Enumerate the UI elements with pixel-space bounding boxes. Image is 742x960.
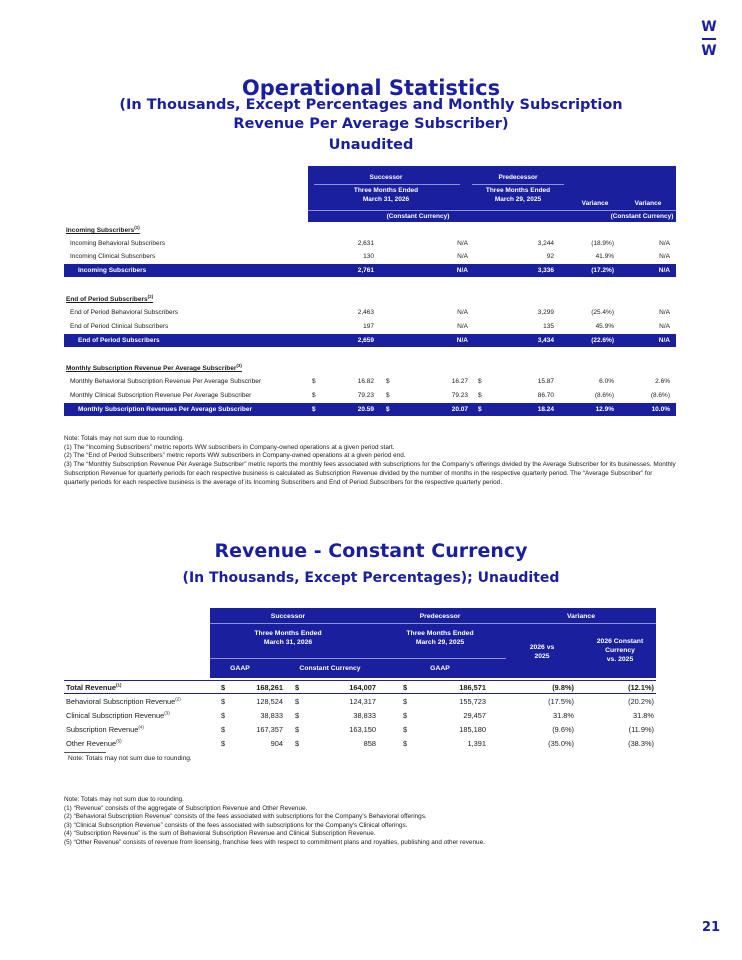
row-label: Clinical Subscription Revenue$^{(3)}$: [66, 710, 170, 720]
cell-variance-cc: N/A: [658, 337, 670, 344]
rev-row-total: [64, 680, 656, 694]
cell-predecessor-gaap: 155,723: [459, 697, 486, 706]
row-label: Monthly Behavioral Subscription Revenue Per Average Subscriber: [70, 378, 262, 385]
cell-successor: 20.59: [357, 406, 374, 413]
rev-title: Revenue - Constant Currency: [214, 540, 528, 562]
cell-variance-cc: N/A: [659, 309, 670, 316]
cell-constant-currency: 79.23: [451, 392, 468, 399]
cell-variance-cc: (20.2%): [628, 697, 654, 706]
row-label: Behavioral Subscription Revenue$^{(2)}$: [66, 696, 181, 706]
rev-head-cc-vs: 2026 Constant Currency vs. 2025: [596, 638, 644, 663]
rev-head-rule-2: [210, 658, 506, 659]
cell-variance: 41.9%: [595, 253, 614, 260]
op-section-msr: [64, 362, 676, 375]
note-line: (5) “Other Revenue” consists of revenue from licensing, franchise fees with respect to commitment plans and royalties, publishing and other revenue.: [64, 838, 485, 846]
cell-gaap: 904: [270, 739, 283, 748]
cell-successor: 2,631: [357, 240, 374, 247]
cell-constant-currency: N/A: [457, 323, 468, 330]
cell-gaap: 168,261: [256, 683, 283, 692]
cell-variance: (22.6%): [591, 337, 614, 344]
op-notes: [64, 435, 676, 487]
cell-predecessor-gaap: 186,571: [459, 683, 486, 692]
rev-row-clinical: [64, 709, 656, 723]
rev-subtitle: (In Thousands, Except Percentages); Unaudited: [182, 570, 560, 586]
cell-constant-currency: N/A: [457, 253, 468, 260]
op-subtitle-unaudited: Unaudited: [328, 137, 414, 153]
dollar-sign: $: [295, 725, 300, 734]
op-row-eop-behavioral: [64, 306, 676, 319]
note-line: Note: Totals may not sum due to rounding.: [64, 435, 184, 442]
dollar-sign: $: [478, 392, 482, 399]
cell-gaap: 38,833: [260, 711, 283, 720]
rev-row-other: [64, 737, 656, 751]
cell-variance-cc: N/A: [659, 240, 670, 247]
op-head-rule-3: [308, 210, 676, 211]
dollar-sign: $: [312, 378, 316, 385]
cell-predecessor-gaap: 185,180: [459, 725, 486, 734]
op-section-incoming: [64, 224, 676, 237]
dollar-sign: $: [312, 406, 316, 413]
cell-constant-currency: 164,007: [349, 683, 376, 692]
rev-table-header: [210, 608, 656, 678]
dollar-sign: $: [312, 392, 316, 399]
rev-row-subscription: [64, 723, 656, 737]
cell-variance-cc: 10.0%: [651, 406, 670, 413]
rev-head-pred-period: Three Months Ended March 29, 2025: [406, 630, 474, 646]
cell-successor: 79.23: [357, 392, 374, 399]
logo-letter-top: W: [701, 19, 717, 35]
cell-variance-cc: N/A: [658, 267, 670, 274]
rev-head-vs: 2026 vs 2025: [529, 644, 555, 660]
row-label: End of Period Behavioral Subscribers: [70, 309, 179, 316]
op-head-rule-2: [472, 184, 564, 185]
cell-variance-cc: 2.6%: [655, 378, 670, 385]
op-subtitle: (In Thousands, Except Percentages and Monthly Subscription Revenue Per Average Subscriber): [119, 97, 623, 132]
cell-variance: (9.8%): [552, 683, 574, 692]
section-label: End of Period Subscribers$^{(2)}$: [66, 293, 154, 303]
rev-notes: [64, 796, 676, 848]
row-label: Total Revenue$^{(1)}$: [66, 682, 122, 692]
cell-variance: (25.4%): [591, 309, 614, 316]
cell-successor: 197: [363, 323, 374, 330]
dollar-sign: $: [295, 711, 300, 720]
dollar-sign: $: [221, 725, 226, 734]
cell-variance: (9.6%): [552, 725, 574, 734]
cell-variance: (17.5%): [548, 697, 574, 706]
row-label: End of Period Clinical Subscribers: [70, 323, 169, 330]
rev-note-divider: [64, 752, 106, 753]
row-label: Monthly Subscription Revenues Per Average Subscriber: [78, 406, 252, 413]
cell-variance: (8.6%): [594, 392, 614, 399]
section-label: Monthly Subscription Revenue Per Average Subscriber$^{(3)}$: [66, 362, 242, 372]
op-head-cc: (Constant Currency): [386, 213, 450, 220]
note-line: (3) “Clinical Subscription Revenue” consists of the fees associated with subscriptions for the Company's Clinical offerings.: [64, 821, 408, 829]
cell-constant-currency: N/A: [456, 267, 468, 274]
row-label: End of Period Subscribers: [78, 337, 160, 344]
cell-predecessor-gaap: 29,457: [463, 711, 486, 720]
op-head-variance-cc: Variance: [634, 200, 662, 207]
dollar-sign: $: [403, 725, 408, 734]
op-row-incoming-behavioral: [64, 237, 676, 250]
op-head-cc2: (Constant Currency): [610, 213, 674, 220]
cell-successor: 2,761: [357, 267, 374, 274]
row-label: Monthly Clinical Subscription Revenue Per Average Subscriber: [70, 392, 252, 399]
cell-constant-currency: 858: [363, 739, 376, 748]
dollar-sign: $: [403, 683, 408, 692]
dollar-sign: $: [295, 697, 300, 706]
cell-successor: 2,659: [357, 337, 374, 344]
cell-predecessor: 3,299: [537, 309, 554, 316]
dollar-sign: $: [478, 378, 482, 385]
dollar-sign: $: [386, 392, 390, 399]
note-line: (2) “Behavioral Subscription Revenue” consists of the fees associated with subscriptions for the Company's Behavioral offerings.: [64, 813, 427, 821]
note-line: (4) “Subscription Revenue” is the sum of Behavioral Subscription Revenue and Clinical Subscription Revenue.: [64, 830, 376, 838]
cell-predecessor: 3,244: [537, 240, 554, 247]
dollar-sign: $: [386, 406, 390, 413]
cell-predecessor: 15.87: [537, 378, 554, 385]
dollar-sign: $: [221, 739, 226, 748]
cell-constant-currency: N/A: [457, 240, 468, 247]
cell-gaap: 128,524: [256, 697, 283, 706]
cell-variance: (35.0%): [548, 739, 574, 748]
note-line: (1) The “Incoming Subscribers” metric reports WW subscribers in Company-owned operations at a given period start.: [64, 443, 395, 451]
op-row-msr-total: [64, 403, 676, 416]
cell-predecessor: 18.24: [537, 406, 554, 413]
op-head-variance: Variance: [581, 200, 609, 207]
op-section-eop: [64, 293, 676, 306]
rev-table-note: Note: Totals may not sum due to rounding.: [68, 755, 192, 762]
op-head-predecessor: Predecessor: [498, 174, 538, 181]
dollar-sign: $: [478, 406, 482, 413]
cell-variance-cc: 31.8%: [633, 711, 654, 720]
row-label: Other Revenue$^{(5)}$: [66, 738, 122, 748]
cell-predecessor: 135: [543, 323, 554, 330]
cell-variance: (18.9%): [591, 240, 614, 247]
row-label: Incoming Clinical Subscribers: [70, 253, 156, 260]
cell-variance: 45.9%: [595, 323, 614, 330]
cell-variance-cc: N/A: [659, 323, 670, 330]
ww-logo: [700, 20, 718, 72]
cell-constant-currency: 38,833: [353, 711, 376, 720]
rev-head-cc: Constant Currency: [299, 665, 361, 672]
note-line: (3) The “Monthly Subscription Revenue Per Average Subscriber” metric reports the monthly fees associated with subscriptions for the Company's offerings divided by the Average Subscriber for its businesses. Monthly Subscription Revenue for quarterly periods for each respective business is calculated as Subscription Revenue divided by the number of months in the respective quarterly period. The “Average Subscriber” for quarterly periods for each respective business is the average of its Incoming Subscribers and End of Period Subscribers for the respective quarterly period.: [64, 461, 676, 486]
op-row-msr-behavioral: [64, 375, 676, 388]
cell-predecessor-gaap: 1,391: [467, 739, 486, 748]
logo-letter-bottom: W: [701, 43, 717, 59]
op-head-pred-period: Three Months Ended March 29, 2025: [485, 187, 551, 203]
row-label: Incoming Subscribers: [78, 267, 147, 274]
note-line: Note: Totals may not sum due to rounding.: [64, 796, 184, 803]
dollar-sign: $: [403, 697, 408, 706]
op-row-incoming-clinical: [64, 250, 676, 263]
dollar-sign: $: [295, 739, 300, 748]
logo-divider: [702, 38, 716, 40]
dollar-sign: $: [221, 683, 226, 692]
page-number: 21: [702, 920, 721, 935]
section-label: Incoming Subscribers$^{(1)}$: [66, 224, 140, 234]
cell-variance: (17.2%): [591, 267, 614, 274]
cell-gaap: 167,357: [256, 725, 283, 734]
dollar-sign: $: [386, 378, 390, 385]
dollar-sign: $: [221, 697, 226, 706]
cell-constant-currency: N/A: [457, 309, 468, 316]
op-head-succ-period: Three Months Ended March 31, 2026: [353, 187, 419, 203]
cell-constant-currency: 124,317: [349, 697, 376, 706]
cell-predecessor: 92: [546, 253, 554, 260]
op-title: Operational Statistics: [241, 76, 501, 100]
op-head-successor: Successor: [369, 174, 403, 181]
rev-row-behavioral: [64, 695, 656, 709]
cell-variance: 12.9%: [595, 406, 614, 413]
cell-variance-cc: (8.6%): [650, 392, 670, 399]
dollar-sign: $: [295, 683, 300, 692]
rev-head-gaap: GAAP: [230, 665, 250, 672]
op-head-rule-1: [314, 184, 460, 185]
rev-head-rule-1: [210, 623, 656, 624]
op-row-incoming-total: [64, 264, 676, 277]
cell-predecessor: 3,336: [537, 267, 554, 274]
cell-predecessor: 86.70: [537, 392, 554, 399]
row-label: Subscription Revenue$^{(4)}$: [66, 724, 144, 734]
op-row-eop-total: [64, 334, 676, 347]
dollar-sign: $: [403, 739, 408, 748]
cell-variance-cc: (12.1%): [628, 683, 654, 692]
op-row-eop-clinical: [64, 320, 676, 333]
cell-variance-cc: (11.9%): [628, 725, 654, 734]
cell-constant-currency: N/A: [456, 337, 468, 344]
rev-head-successor: Successor: [270, 613, 306, 620]
cell-successor: 16.82: [357, 378, 374, 385]
dollar-sign: $: [221, 711, 226, 720]
note-line: (1) “Revenue” consists of the aggregate of Subscription Revenue and Other Revenue.: [64, 804, 308, 812]
cell-successor: 130: [363, 253, 374, 260]
rev-head-gaap2: GAAP: [430, 665, 450, 672]
op-table-header: [308, 166, 676, 222]
cell-variance-cc: N/A: [659, 253, 670, 260]
row-label: Incoming Behavioral Subscribers: [70, 240, 166, 247]
rev-head-predecessor: Predecessor: [419, 613, 461, 620]
dollar-sign: $: [403, 711, 408, 720]
rev-head-succ-period: Three Months Ended March 31, 2026: [254, 630, 322, 646]
cell-variance: 6.0%: [599, 378, 614, 385]
cell-constant-currency: 163,150: [349, 725, 376, 734]
rev-head-variance: Variance: [567, 613, 595, 620]
cell-variance-cc: (38.3%): [628, 739, 654, 748]
op-row-msr-clinical: [64, 389, 676, 402]
note-line: (2) The “End of Period Subscribers” metric reports WW subscribers in Company-owned operations at a given period end.: [64, 452, 406, 460]
cell-constant-currency: 20.07: [451, 406, 468, 413]
cell-predecessor: 3,434: [537, 337, 554, 344]
cell-successor: 2,463: [357, 309, 374, 316]
cell-variance: 31.8%: [553, 711, 574, 720]
cell-constant-currency: 16.27: [451, 378, 468, 385]
